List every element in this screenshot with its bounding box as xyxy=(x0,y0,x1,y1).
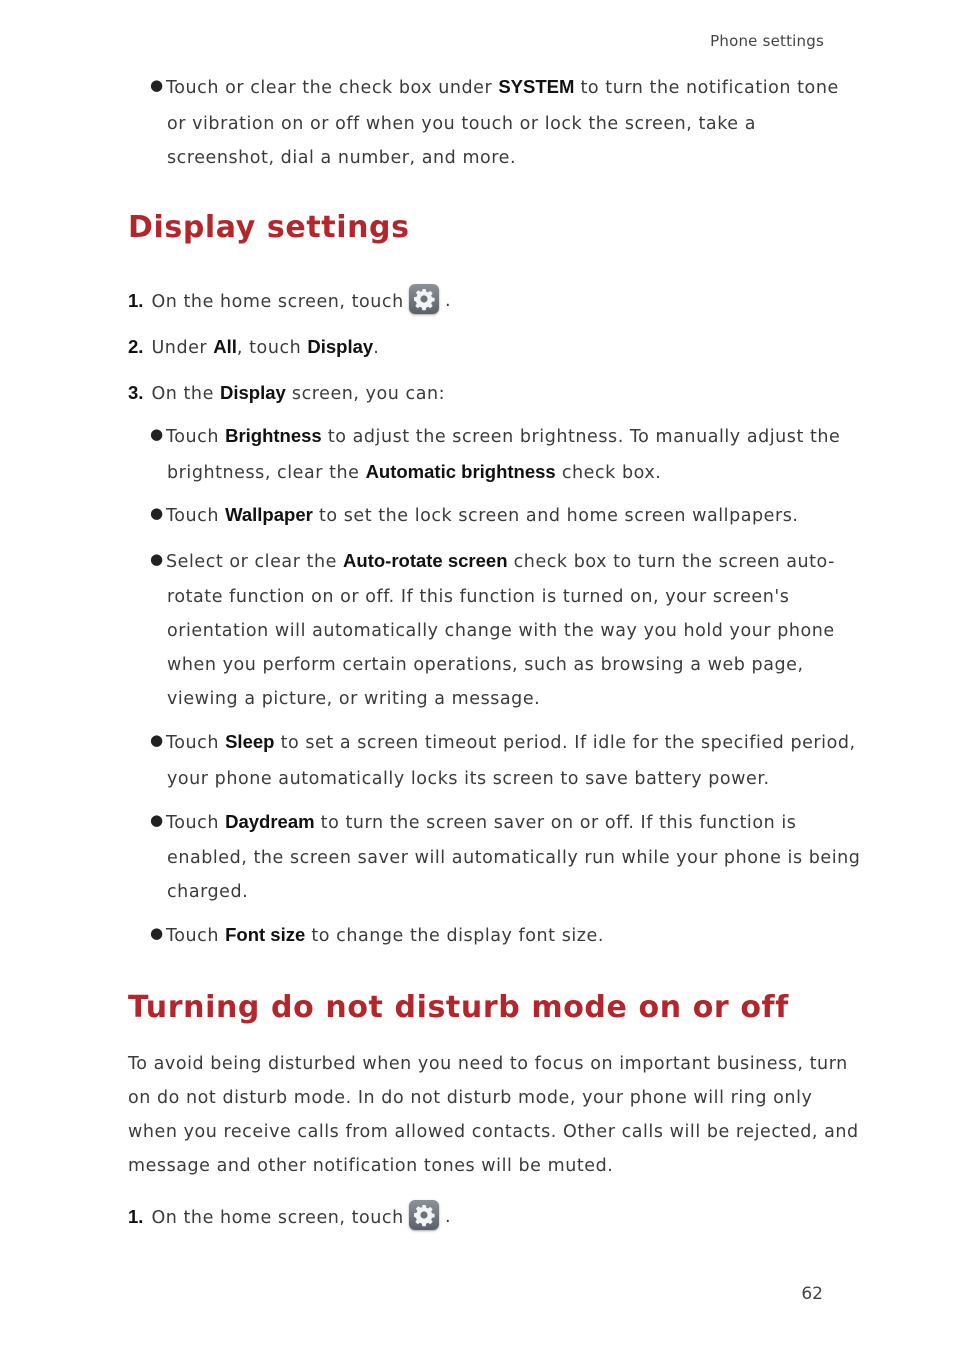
bullet-dot: ● xyxy=(150,731,164,749)
system-bullet-line-1: Touch or clear the check box under SYSTEM to turn the notification tone xyxy=(166,76,839,98)
dnd-paragraph-line-1: To avoid being disturbed when you need to focus on important business, turn xyxy=(128,1054,848,1074)
display-step-3: 3. On the Display screen, you can: xyxy=(128,382,446,404)
display-settings-heading: Display settings xyxy=(128,210,410,245)
page-number: 62 xyxy=(801,1284,823,1304)
settings-gear-icon xyxy=(409,1200,439,1230)
dnd-heading: Turning do not disturb mode on or off xyxy=(128,990,789,1025)
dnd-step-1-period: . xyxy=(445,1207,452,1227)
sleep-line-1: Touch Sleep to set a screen timeout period. If idle for the specified period, xyxy=(166,731,856,753)
bullet-dot: ● xyxy=(150,811,164,829)
dnd-paragraph-line-2: on do not disturb mode. In do not disturb mode, your phone will ring only xyxy=(128,1088,813,1108)
display-step-2: 2. Under All, touch Display. xyxy=(128,336,380,358)
display-step-1: 1. On the home screen, touch xyxy=(128,290,404,312)
brightness-line-2: brightness, clear the Automatic brightness check box. xyxy=(167,461,662,483)
daydream-line-1: Touch Daydream to turn the screen saver on or off. If this function is xyxy=(166,811,797,833)
running-header: Phone settings xyxy=(710,32,824,50)
daydream-line-3: charged. xyxy=(167,882,249,902)
autorotate-line-2: rotate function on or off. If this function is turned on, your screen's xyxy=(167,587,790,607)
bullet-dot: ● xyxy=(150,425,164,443)
system-bullet-line-3: screenshot, dial a number, and more. xyxy=(167,148,517,168)
brightness-line-1: Touch Brightness to adjust the screen brightness. To manually adjust the xyxy=(166,425,841,447)
dnd-paragraph-line-4: message and other notification tones will be muted. xyxy=(128,1156,614,1176)
sleep-line-2: your phone automatically locks its screen to save battery power. xyxy=(167,769,770,789)
wallpaper-line: Touch Wallpaper to set the lock screen and home screen wallpapers. xyxy=(166,504,799,526)
bullet-dot: ● xyxy=(150,924,164,942)
fontsize-line: Touch Font size to change the display font size. xyxy=(166,924,604,946)
autorotate-line-1: Select or clear the Auto-rotate screen check box to turn the screen auto- xyxy=(166,550,835,572)
daydream-line-2: enabled, the screen saver will automatically run while your phone is being xyxy=(167,848,861,868)
autorotate-line-3: orientation will automatically change with the way you hold your phone xyxy=(167,621,835,641)
autorotate-line-4: when you perform certain operations, such as browsing a web page, xyxy=(167,655,804,675)
dnd-step-1: 1. On the home screen, touch xyxy=(128,1206,404,1228)
system-bullet-line-2: or vibration on or off when you touch or lock the screen, take a xyxy=(167,114,756,134)
bullet-dot: ● xyxy=(150,550,164,568)
settings-gear-icon xyxy=(409,284,439,314)
bullet-dot: ● xyxy=(150,76,164,94)
dnd-paragraph-line-3: when you receive calls from allowed contacts. Other calls will be rejected, and xyxy=(128,1122,859,1142)
bullet-dot: ● xyxy=(150,504,164,522)
display-step-1-period: . xyxy=(445,291,452,311)
autorotate-line-5: viewing a picture, or writing a message. xyxy=(167,689,541,709)
